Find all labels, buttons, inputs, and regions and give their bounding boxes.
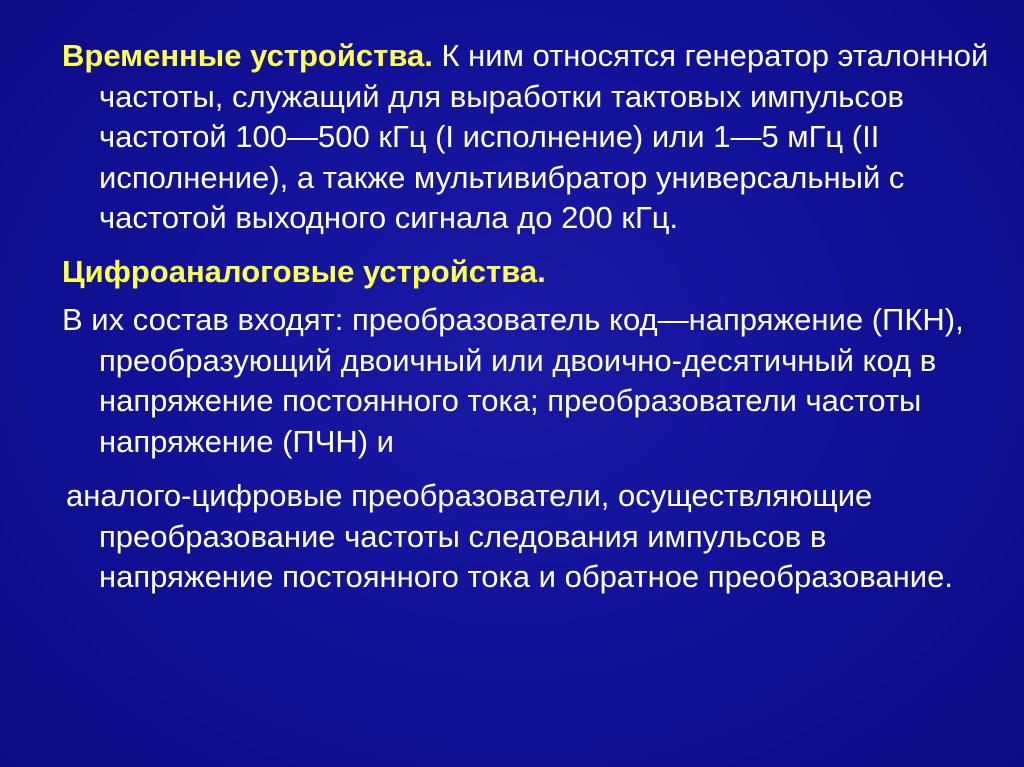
text-timing-devices: К ним относятся генератор эталонной частоты, служащий для выработки тактовых импульсов частотой 100—500 кГц (I исполнение) или 1—5 мГц (II исполнение), а также мультивибратор универсальный с частотой выходного сигнала до 200 кГц. <box>99 38 989 235</box>
paragraph-adc <box>62 476 992 598</box>
heading-timing-devices: Временные устройства. <box>62 38 433 73</box>
paragraph-timing-devices <box>62 36 992 239</box>
heading-digital-analog-devices: Цифроаналоговые устройства. <box>62 253 546 289</box>
slide-content <box>62 36 992 598</box>
paragraph-dac-composition <box>62 300 992 462</box>
paragraph-dac-heading <box>62 252 992 293</box>
text-adc: аналого-цифровые преобразователи, осуществляющие преобразование частоты следования импульсов в напряжение постоянного тока и обратное преобразование. <box>66 478 953 594</box>
text-dac-composition: В их состав входят: преобразователь код—напряжение (ПКН), преобразующий двоичный или двоично-десятичный код в напряжение постоянного тока; преобразователи частоты напряжение (ПЧН) и <box>62 302 964 459</box>
